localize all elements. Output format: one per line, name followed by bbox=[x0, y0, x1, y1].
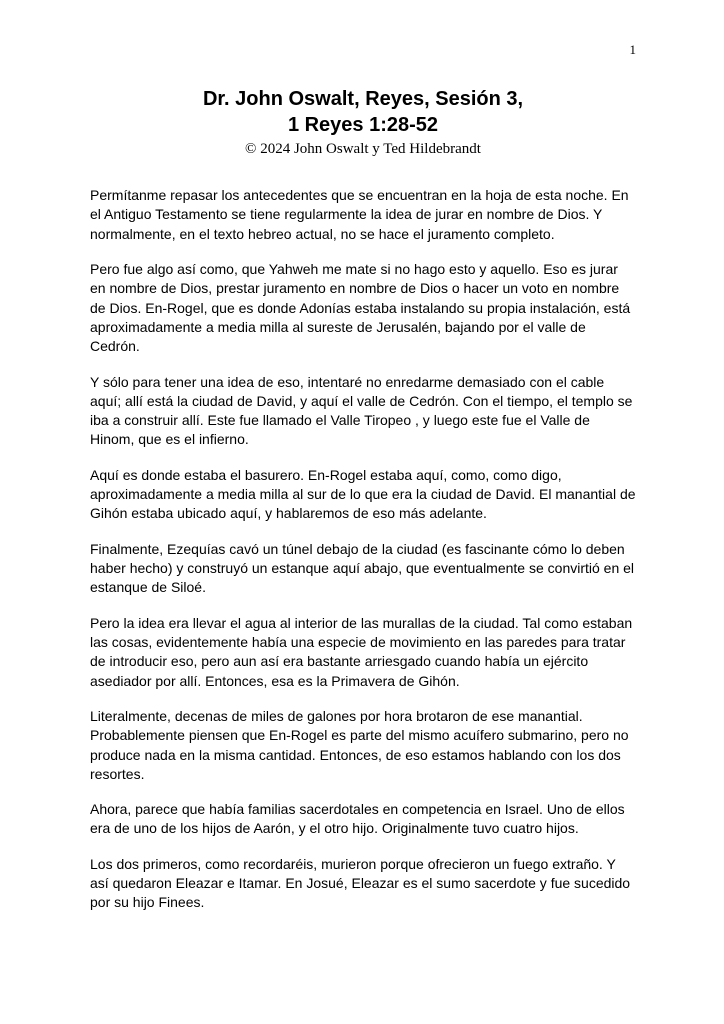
copyright-line: © 2024 John Oswalt y Ted Hildebrandt bbox=[245, 141, 481, 157]
paragraph-6: Pero la idea era llevar el agua al interior de las murallas de la ciudad. Tal como estaban las cosas, evidentemente había una especie de movimiento en las paredes para tratar de introducir eso, pero aun así era bastante arriesgado cuando había un ejército asediador por allí. Entonces, esa es la Primavera de Gihón. bbox=[90, 614, 633, 689]
paragraph-8: Ahora, parece que había familias sacerdotales en competencia en Israel. Uno de ellos era de uno de los hijos de Aarón, y el otro hijo. Originalmente tuvo cuatro hijos. bbox=[90, 801, 625, 837]
paragraph-1: Permítanme repasar los antecedentes que se encuentran en la hoja de esta noche. En el Antiguo Testamento se tiene regularmente la idea de jurar en nombre de Dios. Y normalmente, en el texto hebreo actual, no se hace el juramento completo. bbox=[90, 187, 629, 242]
paragraph-9: Los dos primeros, como recordaréis, murieron porque ofrecieron un fuego extraño. Y así quedaron Eleazar e Itamar. En Josué, Eleazar es el sumo sacerdote y fue sucedido por su hijo Finees. bbox=[90, 855, 631, 911]
page-number: 1 bbox=[629, 42, 636, 57]
paragraph-4: Aquí es donde estaba el basurero. En-Rogel estaba aquí, como, como digo, aproximadamente a media milla al sur de lo que era la ciudad de David. El manantial de Gihón estaba ubicado aquí, y hablaremos de eso más adelante. bbox=[90, 466, 636, 522]
document-title bbox=[90, 86, 636, 138]
title-line-2: 1 Reyes 1:28-52 bbox=[287, 114, 439, 136]
paragraph-3: Y sólo para tener una idea de eso, intentaré no enredarme demasiado con el cable aquí; allí está la ciudad de David, y aquí el valle de Cedrón. Con el tiempo, el templo se iba a construir allí. Este fue llamado el Valle Tiropeo , y luego este fue el Valle de Hinom, que es el infierno. bbox=[90, 373, 633, 448]
title-line-1: Dr. John Oswalt, Reyes, Sesión 3, bbox=[202, 88, 524, 110]
paragraph-2: Pero fue algo así como, que Yahweh me mate si no hago esto y aquello. Eso es jurar en nombre de Dios, prestar juramento en nombre de Dios o hacer un voto en nombre de Dios. En-Rogel, que es donde Adonías estaba instalando su propia instalación, está aproximadamente a media milla al sureste de Jerusalén, bajando por el valle de Cedrón. bbox=[90, 260, 631, 355]
paragraph-7: Literalmente, decenas de miles de galones por hora brotaron de ese manantial. Probablemente piensen que En-Rogel es parte del mismo acuífero submarino, pero no produce nada en la misma cantidad. Entonces, de eso estamos hablando con los dos resortes. bbox=[90, 707, 629, 782]
document-body bbox=[90, 186, 636, 913]
paragraph-5: Finalmente, Ezequías cavó un túnel debajo de la ciudad (es fascinante cómo lo deben haber hecho) y construyó un estanque aquí abajo, que eventualmente se convirtió en el estanque de Siloé. bbox=[90, 540, 635, 596]
